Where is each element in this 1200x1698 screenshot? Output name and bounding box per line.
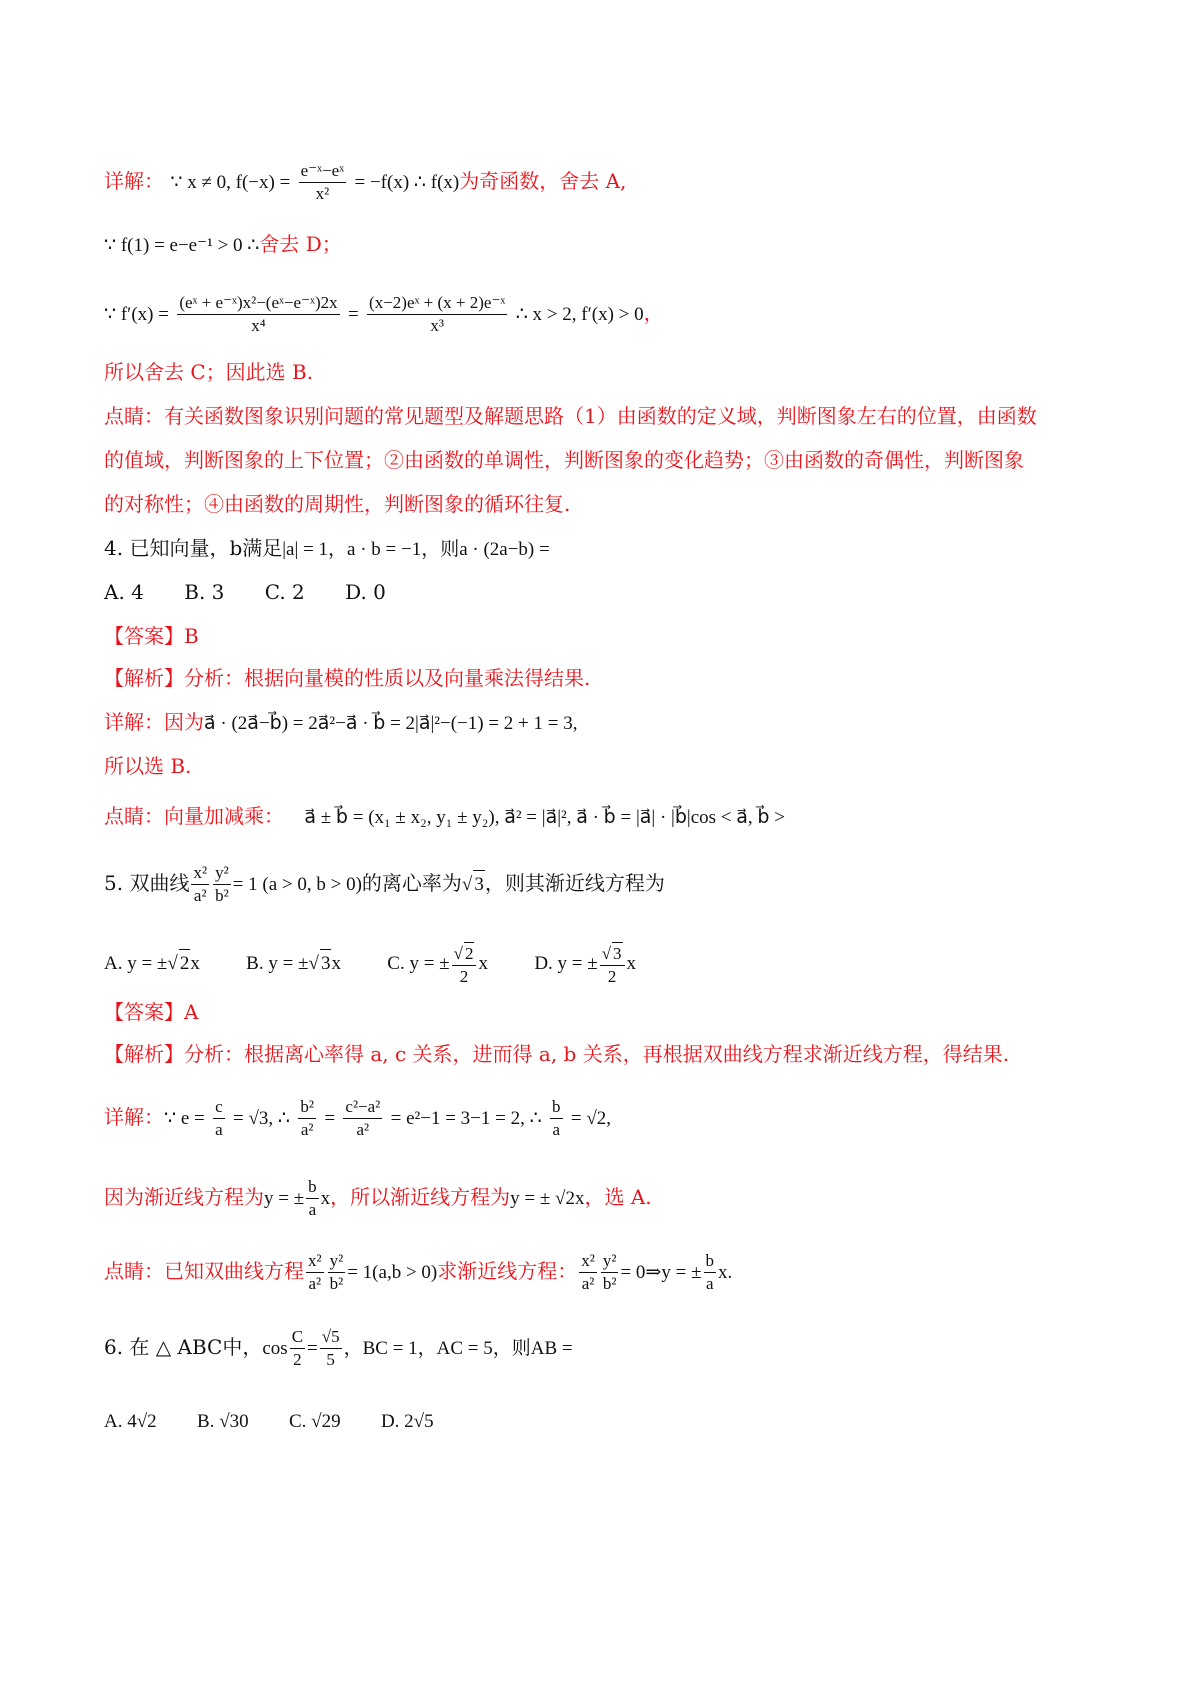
option-c: [387, 944, 488, 986]
q4-options: [104, 578, 420, 606]
math-expr: y = ±: [264, 1188, 305, 1209]
q4-answer: 【答案】B: [104, 624, 199, 648]
numerator: y²: [328, 1250, 346, 1273]
denominator: x⁴: [251, 316, 266, 335]
q3-detail-line-1: [104, 160, 626, 205]
numerator: x²: [579, 1250, 597, 1273]
math-expr: ∵ e =: [164, 1108, 205, 1129]
math-expr: ∵ f′(x) =: [104, 304, 169, 325]
option-d: D. 2√5: [380, 1411, 434, 1432]
question-text: 4. 已知向量，b满足: [104, 536, 283, 560]
question-text: ，则其渐近线方程为: [484, 871, 665, 895]
q6-stem: [104, 1326, 573, 1371]
denominator: a²: [308, 1274, 322, 1293]
numerator: √5: [320, 1326, 342, 1349]
option-c: C. √29: [288, 1411, 341, 1432]
q5-stem: [104, 862, 665, 907]
q5-answer: 【答案】A: [104, 1000, 199, 1024]
variable: x: [478, 953, 488, 975]
numerator: b: [550, 1096, 563, 1119]
detail-text: ，: [643, 301, 664, 325]
math-expr: x.: [718, 1262, 733, 1283]
variable: x: [331, 953, 341, 975]
math-expr: = 1 (a > 0, b > 0): [232, 874, 362, 895]
numerator: √ 3: [600, 942, 625, 966]
q3-detail-line-3: [104, 292, 664, 337]
option-label: B. y = ±: [246, 953, 309, 975]
option-d: D. 0: [345, 580, 386, 604]
radicand: 2: [179, 949, 191, 978]
option-b: B. 3: [184, 580, 225, 604]
question-text: 6. 在 △ ABC中，: [104, 1335, 263, 1359]
denominator: a²: [581, 1274, 595, 1293]
fraction: [601, 1250, 619, 1295]
fraction: [343, 1096, 382, 1141]
fraction: [177, 292, 339, 337]
numerator: e⁻ˣ−eˣ: [299, 160, 346, 183]
fraction: [191, 862, 209, 907]
fraction: [367, 292, 507, 337]
fraction: [306, 1250, 324, 1295]
option-a: A. y = ±√ 2x: [104, 953, 200, 974]
conclusion-text: 因为渐近线方程为: [104, 1185, 264, 1209]
detail-label: 详解：因为: [104, 710, 204, 734]
variable: x: [626, 953, 637, 975]
denominator: 2: [607, 967, 617, 986]
detail-text: 为奇函数，舍去 A,: [459, 169, 627, 193]
q6-options: [104, 1406, 434, 1436]
q3-tip-line-3: 的对称性；④由函数的周期性，判断图象的循环往复.: [104, 492, 571, 516]
detail-text: 舍去 D；: [259, 232, 342, 256]
numerator: b²: [298, 1096, 316, 1119]
tip-text: 求渐近线方程：: [437, 1259, 578, 1283]
denominator: b²: [215, 886, 229, 905]
numerator: (eˣ + e⁻ˣ)x²−(eˣ−e⁻ˣ)2x: [177, 292, 339, 315]
math-expr: y = ± √2x: [510, 1188, 585, 1209]
q4-tip: [104, 802, 785, 832]
denominator: a²: [193, 886, 207, 905]
detail-label: 详解：: [104, 169, 164, 193]
numerator: y²: [213, 862, 231, 885]
denominator: x²: [315, 184, 330, 203]
fraction: [704, 1250, 717, 1295]
math-expr: =: [324, 1108, 336, 1129]
fraction: [600, 942, 625, 988]
q5-options: [104, 942, 636, 988]
denominator: a: [215, 1120, 223, 1139]
fraction: [299, 160, 346, 205]
conclusion-text: ，所以渐近线方程为: [330, 1185, 511, 1209]
denominator: a²: [356, 1120, 370, 1139]
question-text: 5. 双曲线: [104, 871, 190, 895]
tip-label: 点睛：向量加减乘：: [104, 804, 284, 828]
fraction: [579, 1250, 597, 1295]
q5-analysis: 【解析】分析：根据离心率得 a, c 关系，进而得 a, b 关系，再根据双曲线方程求渐近线方程，得结果.: [104, 1042, 1010, 1066]
math-expr: ∵ x ≠ 0, f(−x) =: [170, 172, 291, 193]
option-a: A. 4√2: [104, 1411, 157, 1432]
math-expr: = √3, ∴: [233, 1108, 290, 1129]
math-expr: = √2,: [570, 1108, 612, 1129]
denominator: a: [705, 1274, 714, 1293]
denominator: 2: [459, 967, 469, 986]
tip-label: 点睛：已知双曲线方程: [104, 1259, 304, 1283]
denominator: 5: [326, 1350, 335, 1369]
denominator: b²: [329, 1274, 344, 1293]
denominator: x³: [430, 316, 444, 335]
math-expr: = e²−1 = 3−1 = 2, ∴: [390, 1108, 542, 1129]
denominator: a: [308, 1200, 317, 1219]
option-label: C. y = ±: [387, 953, 450, 975]
q3-conclusion: 所以舍去 C；因此选 B.: [104, 360, 314, 384]
question-text: 的离心率为: [361, 871, 462, 895]
sqrt-symbol: √: [461, 874, 473, 895]
q5-detail: [104, 1096, 611, 1141]
math-expr: |a| = 1，a · b = −1，则a · (2a−b) =: [282, 539, 550, 560]
math-expr: a⃗ · (2a⃗−b⃗) = 2a⃗²−a⃗ · b⃗ = 2|a⃗|²−(−1) = 2 + 1 = 3,: [204, 713, 578, 734]
variable: x: [190, 953, 200, 975]
fraction: [306, 1176, 319, 1221]
fraction: [290, 1326, 305, 1371]
numerator: y²: [601, 1250, 619, 1273]
conclusion-text: ，选 A.: [584, 1185, 652, 1209]
fraction: [298, 1096, 316, 1141]
denominator: a: [552, 1120, 561, 1139]
numerator: (x−2)eˣ + (x + 2)e⁻ˣ: [367, 292, 507, 315]
q4-analysis: 【解析】分析：根据向量模的性质以及向量乘法得结果.: [104, 666, 591, 690]
radicand: 2: [464, 944, 474, 963]
fraction: [320, 1326, 342, 1371]
math-expr: x: [320, 1188, 331, 1209]
detail-label: 详解：: [104, 1105, 164, 1129]
math-expr: ∴ x > 2, f′(x) > 0: [515, 304, 644, 325]
q4-detail: [104, 708, 578, 738]
math-expr: = −f(x) ∴ f(x): [354, 172, 460, 193]
numerator: √ 2: [452, 942, 477, 966]
q5-tip: [104, 1250, 732, 1295]
numerator: c: [213, 1096, 225, 1119]
option-d: [534, 944, 637, 986]
math-expr: = 0⇒y = ±: [620, 1262, 702, 1283]
q3-tip-line-1: 点睛：有关函数图象识别问题的常见题型及解题思路（1）由函数的定义域，判断图象左右的位置，由函数: [104, 404, 1037, 428]
option-c: C. 2: [264, 580, 305, 604]
math-expr: cos: [262, 1338, 288, 1359]
math-expr: =: [347, 304, 359, 325]
fraction: [213, 1096, 225, 1141]
numerator: c²−a²: [343, 1096, 382, 1119]
option-a: A. 4: [104, 580, 144, 604]
math-expr: ∵ f(1) = e−e⁻¹ > 0 ∴: [104, 235, 260, 256]
math-expr: a⃗ ± b⃗ = (x₁ ± x₂, y₁ ± y₂), a⃗² = |a⃗|², a⃗ · b⃗ = |a⃗| · |b⃗|cos < a⃗, b⃗ >: [304, 807, 785, 828]
fraction: [452, 942, 477, 988]
denominator: 2: [293, 1350, 302, 1369]
fraction: [550, 1096, 563, 1141]
q4-conclusion: 所以选 B.: [104, 754, 192, 778]
numerator: x²: [191, 862, 209, 885]
radicand: 3: [320, 949, 332, 978]
option-b: B. y = ±√ 3x: [246, 953, 341, 974]
radicand: 3: [613, 944, 622, 963]
radicand: 3: [473, 870, 485, 899]
math-expr: = 1(a,b > 0): [347, 1262, 438, 1283]
math-expr: ，BC = 1，AC = 5，则AB =: [343, 1338, 573, 1359]
math-expr: =: [307, 1338, 318, 1359]
q5-conclusion: [104, 1176, 652, 1221]
option-label: A. y = ±: [104, 953, 168, 975]
option-b: B. √30: [197, 1411, 249, 1432]
fraction: [328, 1250, 346, 1295]
q3-detail-line-2: [104, 230, 342, 260]
q4-stem: [104, 534, 550, 564]
numerator: C: [290, 1326, 305, 1349]
fraction: [213, 862, 231, 907]
q3-tip-line-2: 的值域，判断图象的上下位置；②由函数的单调性，判断图象的变化趋势；③由函数的奇偶性，判断图象: [104, 448, 1024, 472]
denominator: b²: [602, 1274, 617, 1293]
option-label: D. y = ±: [534, 953, 598, 975]
denominator: a²: [300, 1120, 314, 1139]
numerator: b: [704, 1250, 717, 1273]
numerator: b: [306, 1176, 319, 1199]
numerator: x²: [306, 1250, 324, 1273]
